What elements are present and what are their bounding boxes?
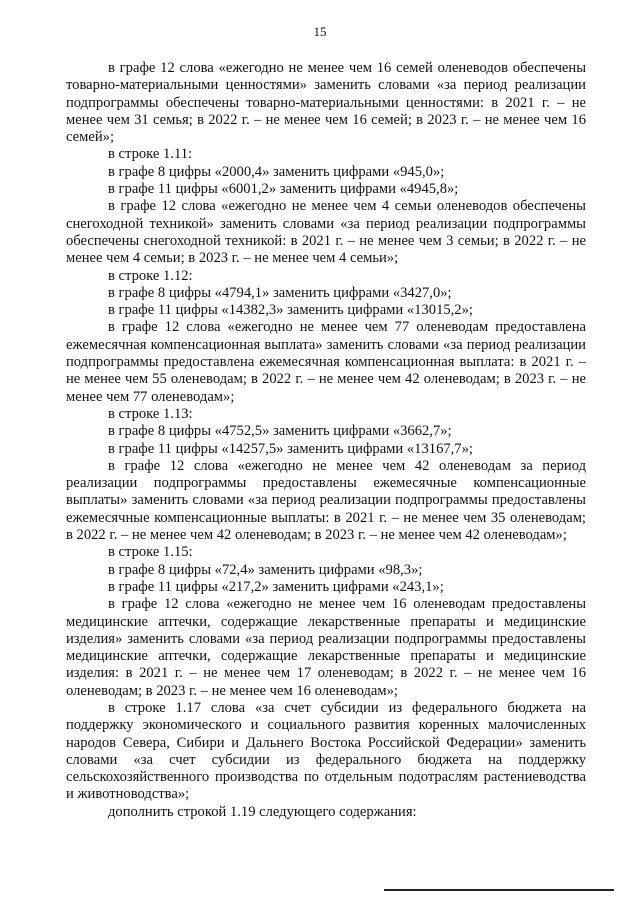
paragraph: в графе 12 слова «ежегодно не менее чем 4 семьи оленеводов обеспечены снегоходной техникой» заменить словами «за период реализации подпрограммы обеспечены снегоходной техникой: в 2021 г. – не менее чем 3 семьи; в 2022 г. – не менее чем 4 семьи; в 2023 г. – не менее чем 4 семьи»;	[66, 198, 586, 267]
paragraph: в графе 11 цифры «14382,3» заменить цифрами «13015,2»;	[108, 302, 473, 319]
paragraph: в графе 12 слова «ежегодно не менее чем 42 оленеводам за период реализации подпрограммы предоставлены ежемесячные компенсационные выплаты» заменить словами «за период реализации подпрограммы предоставлены ежемесячные компенсационные выплаты: в 2021 г. – не менее чем 35 оленеводам; в 2022 г. – не менее чем 42 оленеводам; в 2023 г. – не менее чем 42 оленеводам»;	[66, 457, 586, 544]
paragraph: в графе 11 цифры «217,2» заменить цифрами «243,1»;	[108, 578, 444, 595]
paragraph: в строке 1.17 слова «за счет субсидии из федерального бюджета на поддержку экономического и социального развития коренных малочисленных народов Севера, Сибири и Дальнего Востока Российской Федерации» заменить словами «за счет субсидии из федерального бюджета на поддержку сельскохозяйственного производства по отдельным подотраслям растениеводства и животноводства»;	[66, 699, 586, 803]
document-body	[66, 60, 586, 821]
paragraph: в графе 12 слова «ежегодно не менее чем 16 семей оленеводов обеспечены товарно-материальными ценностями» заменить словами «за период реализации подпрограммы обеспечены товарно-материальными ценностями: в 2021 г. – не менее чем 31 семья; в 2022 г. – не менее чем 16 семей; в 2023 г. – не менее чем 16 семей»;	[66, 60, 586, 146]
paragraph: в графе 8 цифры «4794,1» заменить цифрами «3427,0»;	[108, 284, 452, 301]
paragraph: в графе 8 цифры «2000,4» заменить цифрами «945,0»;	[108, 163, 445, 180]
paragraph: в графе 8 цифры «72,4» заменить цифрами «98,3»;	[108, 561, 423, 578]
paragraph: в графе 8 цифры «4752,5» заменить цифрами «3662,7»;	[108, 423, 452, 440]
paragraph: в строке 1.11:	[108, 146, 193, 163]
page-number: 15	[313, 24, 327, 39]
paragraph: в графе 12 слова «ежегодно не менее чем 77 оленеводам предоставлена ежемесячная компенсационная выплата» заменить словами «за период реализации подпрограммы предоставлена ежемесячная компенсационная выплата: в 2021 г. – не менее чем 55 оленеводам; в 2022 г. – не менее чем 42 оленеводам; в 2023 г. – не менее чем 77 оленеводам»;	[66, 319, 586, 405]
paragraph: в графе 12 слова «ежегодно не менее чем 16 оленеводам предоставлены медицинские аптечки, содержащие лекарственные препараты и медицинские изделия» заменить словами «за период реализации подпрограммы предоставлены медицинские аптечки, содержащие лекарственные препараты и медицинские изделия: в 2021 г. – не менее чем 17 оленеводам; в 2022 г. – не менее чем 16 оленеводам; в 2023 г. – не менее чем 16 оленеводам»;	[66, 596, 586, 699]
paragraph: в строке 1.15:	[108, 544, 193, 561]
paragraph: в строке 1.13:	[108, 405, 193, 422]
paragraph: в графе 11 цифры «6001,2» заменить цифрами «4945,8»;	[108, 181, 459, 198]
paragraph: дополнить строкой 1.19 следующего содержания:	[108, 803, 417, 820]
paragraph: в строке 1.12:	[108, 267, 193, 284]
footer-rule	[384, 889, 614, 891]
paragraph: в графе 11 цифры «14257,5» заменить цифрами «13167,7»;	[108, 440, 473, 457]
